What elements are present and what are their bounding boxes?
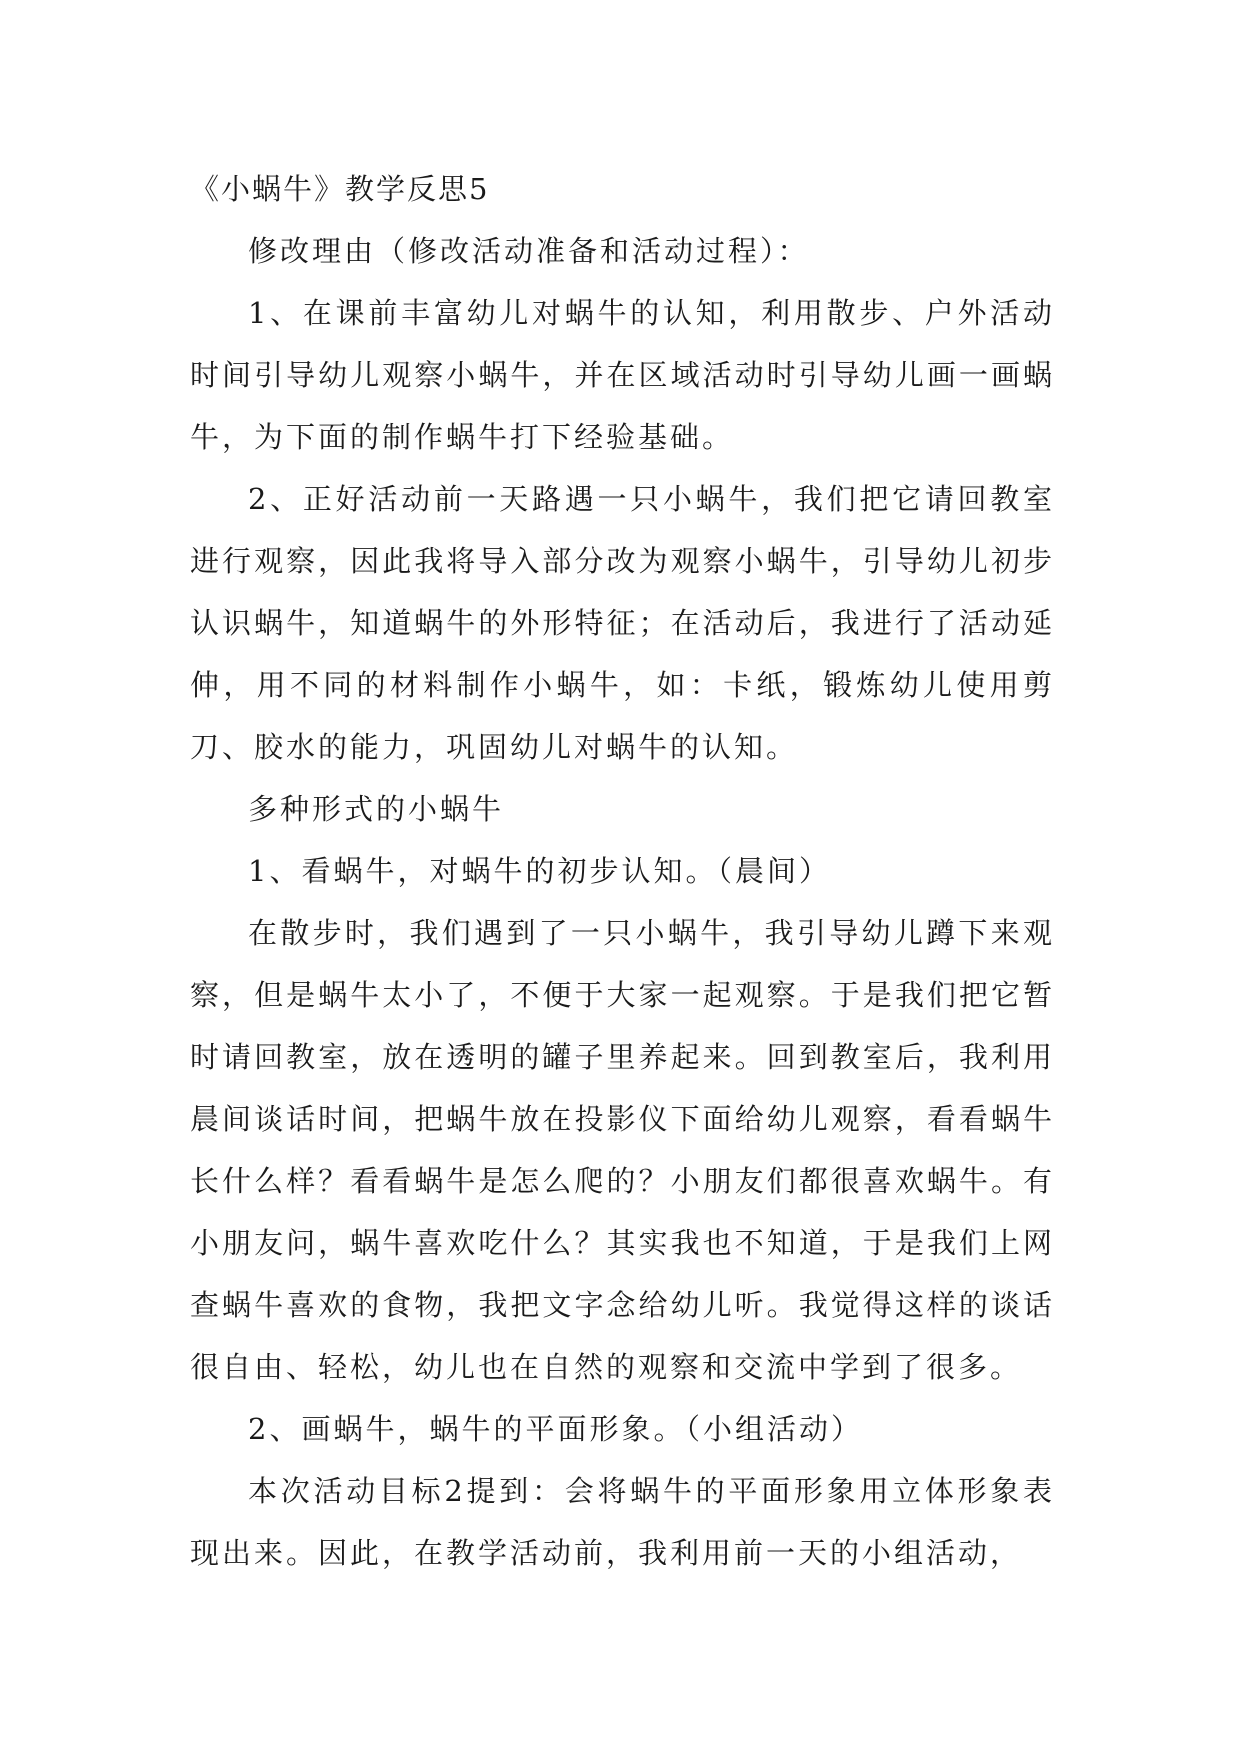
paragraph-item-2: 2、正好活动前一天路遇一只小蜗牛，我们把它请回教室进行观察，因此我将导入部分改为观察小蜗牛，引导幼儿初步认识蜗牛，知道蜗牛的外形特征；在活动后，我进行了活动延伸，用不同的材料制作小蜗牛，如：卡纸，锻炼幼儿使用剪刀、胶水的能力，巩固幼儿对蜗牛的认知。	[190, 482, 1055, 764]
document-title: 《小蜗牛》教学反思5	[190, 172, 490, 206]
paragraph-walk-observation: 在散步时，我们遇到了一只小蜗牛，我引导幼儿蹲下来观察，但是蜗牛太小了，不便于大家一起观察。于是我们把它暂时请回教室，放在透明的罐子里养起来。回到教室后，我利用晨间谈话时间，把蜗牛放在投影仪下面给幼儿观察，看看蜗牛长什么样？看看蜗牛是怎么爬的？小朋友们都很喜欢蜗牛。有小朋友问，蜗牛喜欢吃什么？其实我也不知道，于是我们上网查蜗牛喜欢的食物，我把文字念给幼儿听。我觉得这样的谈话很自由、轻松，幼儿也在自然的观察和交流中学到了很多。	[190, 916, 1055, 1384]
paragraph-modification-reason: 修改理由（修改活动准备和活动过程）：	[248, 234, 810, 268]
document-body	[190, 158, 1055, 1584]
paragraph-item-1: 1、在课前丰富幼儿对蜗牛的认知，利用散步、户外活动时间引导幼儿观察小蜗牛，并在区域活动时引导幼儿画一画蜗牛，为下面的制作蜗牛打下经验基础。	[190, 296, 1055, 454]
subheading-look-at-snail: 1、看蜗牛，对蜗牛的初步认知。（晨间）	[248, 854, 831, 888]
paragraph-activity-goal: 本次活动目标2提到：会将蜗牛的平面形象用立体形象表现出来。因此，在教学活动前，我利用前一天的小组活动，	[190, 1474, 1055, 1570]
section-heading-forms: 多种形式的小蜗牛	[248, 792, 505, 826]
subheading-draw-snail: 2、画蜗牛，蜗牛的平面形象。（小组活动）	[248, 1412, 863, 1446]
